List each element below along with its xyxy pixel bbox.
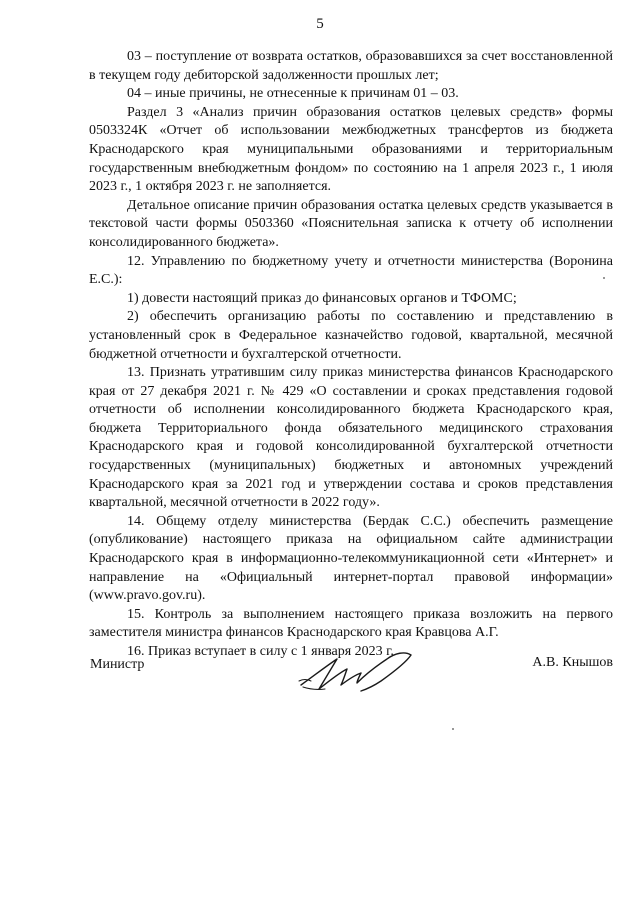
- scan-speck: [452, 728, 454, 730]
- handwritten-signature: [295, 645, 420, 697]
- paragraph-item-14: 14. Общему отделу министерства (Бердак С.С.) обеспечить размещение (опубликование) настоящего приказа на официальном сайте администрации Краснодарского края в информационно-телекоммуникационной сети «Интернет» и направление на «Официальный интернет-портал правовой информации» (www.pravo.gov.ru).: [89, 513, 613, 604]
- paragraph-item-16: 16. Приказ вступает в силу с 1 января 2023 г.: [127, 644, 394, 659]
- paragraph-reason-03: 03 – поступление от возврата остатков, образовавшихся за счет восстановленной в текущем году дебиторской задолженности прошлых лет;: [89, 49, 613, 83]
- paragraph-detailed-description: Детальное описание причин образования остатка целевых средств указывается в текстовой части формы 0503360 «Пояснительная записка к отчету об исполнении консолидированного бюджета».: [89, 197, 613, 250]
- paragraph-item-12-1: 1) довести настоящий приказ до финансовых органов и ТФОМС;: [127, 290, 517, 306]
- paragraph-reason-04: 04 – иные причины, не отнесенные к причинам 01 – 03.: [127, 86, 459, 102]
- paragraph-item-13: 13. Признать утратившим силу приказ министерства финансов Краснодарского края от 27 декабря 2021 г. № 429 «О составлении и сроках представления годовой отчетности об исполнении консолидированного бюджета Краснодарского края, бюджета Территориального фонда обязательного медицинского страхования Краснодарского края и годовой консолидированной бухгалтерской отчетности государственных (муниципальных) бюджетных и автономных учреждений Краснодарского края за 2021 год и утверждении состава и сроков представления квартальной, месячной отчетности в 2022 году».: [89, 365, 613, 511]
- signatory-name: А.В. Кнышов: [532, 655, 613, 670]
- paragraph-section-3: Раздел 3 «Анализ причин образования остатков целевых средств» формы 0503324К «Отчет об использовании межбюджетных трансфертов из бюджета Краснодарского края муниципальными образованиями и территориальным государственным внебюджетным фондом» по состоянию на 1 апреля 2023 г., 1 июля 2023 г., 1 октября 2023 г. не заполняется.: [89, 104, 613, 195]
- paragraph-item-15: 15. Контроль за выполнением настоящего приказа возложить на первого заместителя министра финансов Краснодарского края Кравцова А.Г.: [89, 606, 613, 641]
- signatory-position: Министр: [90, 657, 145, 672]
- scan-speck: [603, 277, 605, 279]
- document-body: [89, 48, 613, 662]
- paragraph-item-12-2: 2) обеспечить организацию работы по составлению и представлению в установленный срок в Федеральное казначейство годовой, квартальной, месячной бюджетной отчетности и бухгалтерской отчетности.: [89, 309, 613, 362]
- page-number: 5: [316, 16, 324, 32]
- paragraph-item-12: 12. Управлению по бюджетному учету и отчетности министерства (Воронина Е.С.):: [89, 253, 613, 288]
